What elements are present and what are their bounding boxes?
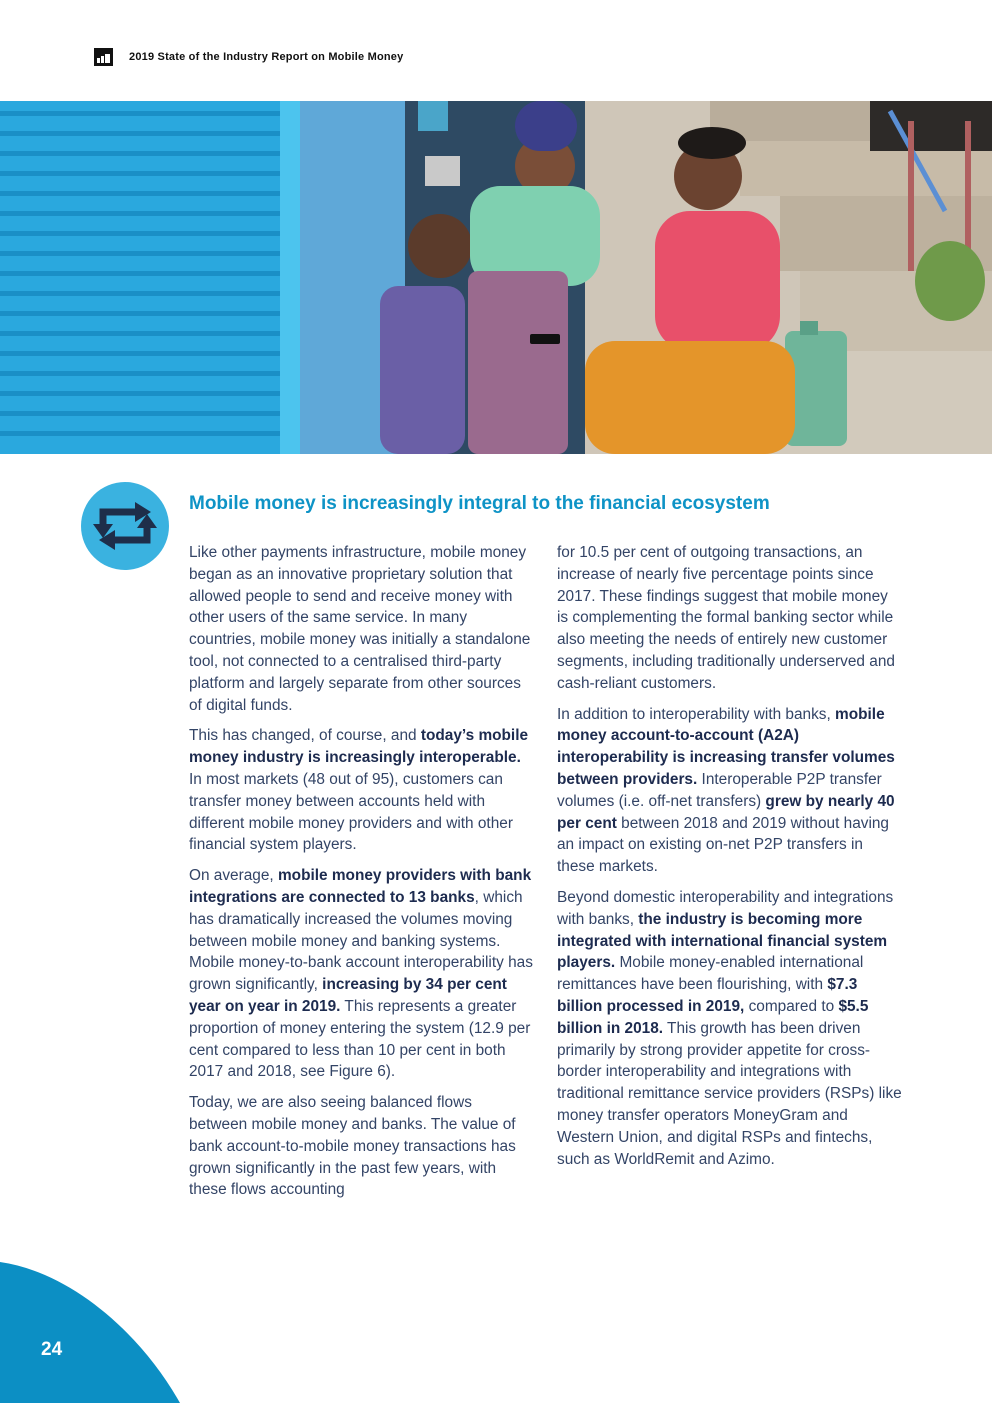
photo-illustration <box>0 101 992 454</box>
page-header <box>94 48 403 66</box>
page-number: 24 <box>41 1339 63 1360</box>
paragraph: In addition to interoperability with banks, mobile money account-to-account (A2A) interoperability is increasing transfer volumes between providers. Interoperable P2P transfer volumes (i.e. off-net transfers) grew by nearly 40 per cent between 2018 and 2019 without having an impact on existing on-net P2P transfers in these markets. <box>557 705 895 876</box>
paragraph: Beyond domestic interoperability and integrations with banks, the industry is becoming more integrated with international financial system players. Mobile money-enabled international remittances have been flourishing, with $7.3 billion processed in 2019, compared to $5.5 billion in 2018. This growth has been driven primarily by strong provider appetite for cross-border interoperability and integrations with traditional remittance service providers (RSPs) like money transfer operators MoneyGram and Western Union, and digital RSPs and fintechs, such as WorldRemit and Azimo. <box>557 888 902 1168</box>
paragraph: On average, mobile money providers with bank integrations are connected to 13 banks, which has dramatically increased the volumes moving between mobile money and banking systems. Mobile money-to-bank account interoperability has grown significantly, increasing by 34 per cent year on year in 2019. This represents a greater proportion of money entering the system (12.9 per cent compared to less than 10 per cent in both 2017 and 2018, see Figure 6). <box>189 867 533 1081</box>
report-logo-icon <box>94 48 113 66</box>
paragraph: for 10.5 per cent of outgoing transactions, an increase of nearly five percentage points since 2017. These findings suggest that mobile money is complementing the formal banking sector while also meeting the needs of entirely new customer segments, including traditionally underserved and cash-reliant customers. <box>557 544 895 692</box>
corner-decoration <box>0 1262 180 1403</box>
section-heading: Mobile money is increasingly integral to the financial ecosystem <box>189 493 770 514</box>
right-column <box>557 542 902 1179</box>
hero-photo <box>0 101 992 454</box>
paragraph: Like other payments infrastructure, mobile money began as an innovative proprietary solution that allowed people to send and receive money with other users of the same service. In many countries, mobile money was initially a standalone tool, not connected to a centralised third-party platform and largely separate from other sources of digital funds. <box>189 544 531 714</box>
left-column <box>189 542 534 1210</box>
exchange-arrows-icon <box>81 482 169 570</box>
report-title: 2019 State of the Industry Report on Mobile Money <box>129 51 404 63</box>
paragraph: This has changed, of course, and today’s mobile money industry is increasingly interoperable. In most markets (48 out of 95), customers can transfer money between accounts held with different mobile money providers and with other financial system players. <box>189 727 529 854</box>
paragraph: Today, we are also seeing balanced flows between mobile money and banks. The value of bank account-to-mobile money transactions has grown significantly in the past few years, with these flows accounting <box>189 1094 516 1199</box>
